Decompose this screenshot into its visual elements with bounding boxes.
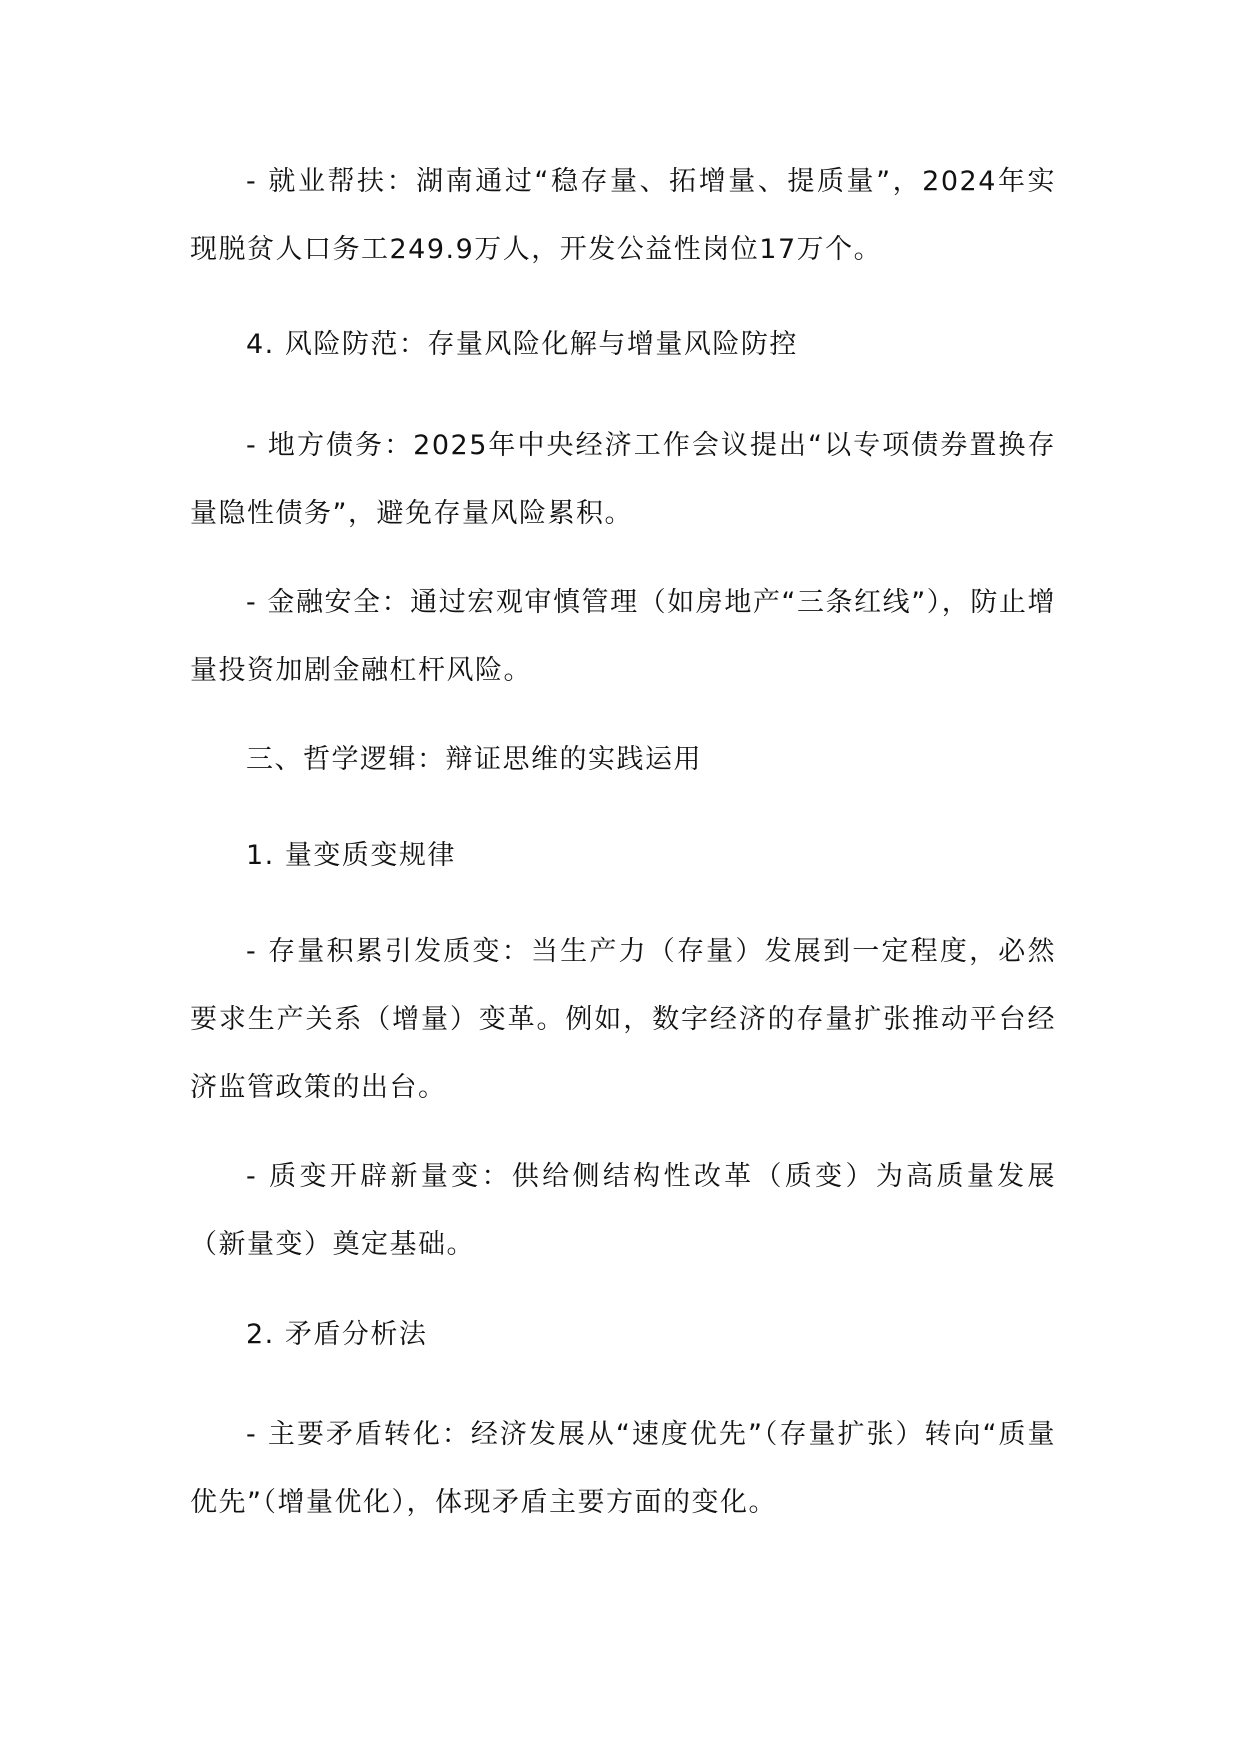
- paragraph-main-contradiction: - 主要矛盾转化：经济发展从“速度优先”（存量扩张）转向“质量优先”（增量优化），体现矛盾主要方面的变化。: [190, 1419, 1056, 1518]
- heading-risk-prevention: 4. 风险防范：存量风险化解与增量风险防控: [246, 329, 798, 360]
- paragraph-employment-support: - 就业帮扶：湖南通过“稳存量、拓增量、提质量”，2024年实现脱贫人口务工249.9万人，开发公益性岗位17万个。: [190, 166, 1056, 265]
- heading-contradiction-analysis: 2. 矛盾分析法: [246, 1319, 428, 1350]
- paragraph-stock-accumulation: - 存量积累引发质变：当生产力（存量）发展到一定程度，必然要求生产关系（增量）变革。例如，数字经济的存量扩张推动平台经济监管政策的出台。: [190, 936, 1056, 1103]
- heading-quantitative-qualitative-change: 1. 量变质变规律: [246, 840, 456, 871]
- section-heading-philosophy: 三、哲学逻辑：辩证思维的实践运用: [246, 744, 702, 775]
- paragraph-qualitative-change: - 质变开辟新量变：供给侧结构性改革（质变）为高质量发展（新量变）奠定基础。: [190, 1161, 1056, 1260]
- paragraph-local-debt: - 地方债务：2025年中央经济工作会议提出“以专项债券置换存量隐性债务”，避免存量风险累积。: [190, 430, 1056, 529]
- paragraph-financial-security: - 金融安全：通过宏观审慎管理（如房地产“三条红线”），防止增量投资加剧金融杠杆风险。: [190, 587, 1056, 686]
